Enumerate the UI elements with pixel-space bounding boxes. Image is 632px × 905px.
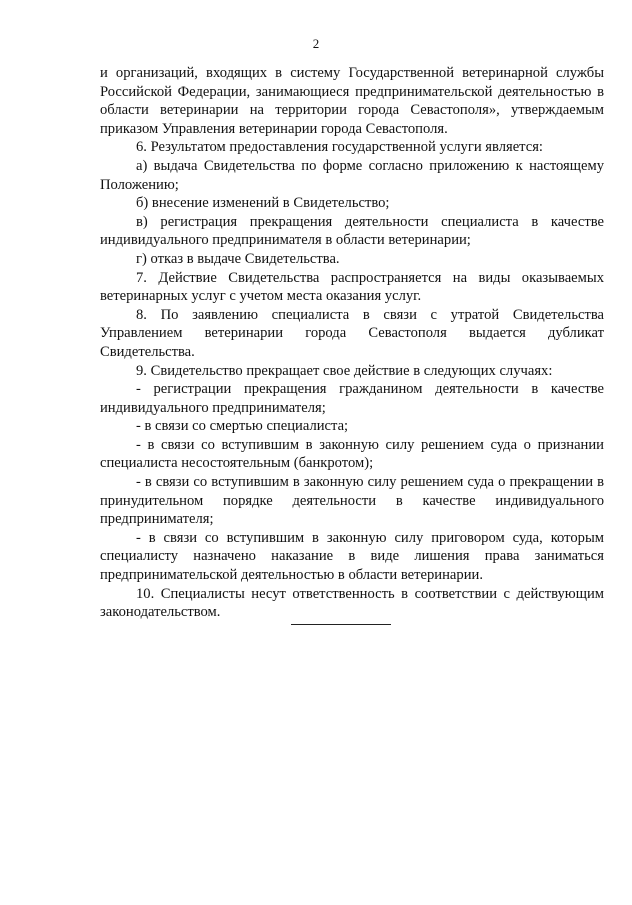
list-item-a: а) выдача Свидетельства по форме согласно приложению к настоящему Положению; (100, 157, 604, 193)
paragraph-item-10: 10. Специалисты несут ответственность в соответствии с действующим законодательством. (100, 585, 604, 621)
list-item-b: б) внесение изменений в Свидетельство; (136, 195, 390, 212)
list-item-v: в) регистрация прекращения деятельности специалиста в качестве индивидуального предпринимателя в области ветеринарии; (100, 213, 604, 249)
paragraph-continuation: и организаций, входящих в систему Государственной ветеринарной службы Российской Федерации, занимающиеся предпринимательской деятельностью в области ветеринарии на территории города Севастополя», утверждаемым приказом Управления ветеринарии города Севастополя. (100, 65, 604, 137)
paragraph-item-9: 9. Свидетельство прекращает свое действие в следующих случаях: (136, 362, 553, 379)
list-item-dash-3: - в связи со вступившим в законную силу решением суда о признании специалиста несостоятельным (банкротом); (100, 436, 604, 472)
list-item-dash-4: - в связи со вступившим в законную силу решением суда о прекращении в принудительном порядке деятельности в качестве индивидуального предпринимателя; (100, 474, 604, 528)
paragraph-item-7: 7. Действие Свидетельства распространяется на виды оказываемых ветеринарных услуг с учетом места оказания услуг. (100, 269, 604, 305)
list-item-dash-5: - в связи со вступившим в законную силу приговором суда, которым специалисту назначено наказание в виде лишения права заниматься предпринимательской деятельностью в области ветеринарии. (100, 529, 604, 584)
list-item-dash-2: - в связи со смертью специалиста; (136, 418, 349, 435)
document-body (100, 64, 604, 622)
page-number: 2 (312, 36, 320, 51)
end-separator-line (291, 624, 391, 625)
paragraph-item-6: 6. Результатом предоставления государственной услуги является: (136, 139, 543, 156)
paragraph-item-8: 8. По заявлению специалиста в связи с утратой Свидетельства Управлением ветеринарии города Севастополя выдается дубликат Свидетельства. (100, 306, 604, 360)
list-item-dash-1: - регистрации прекращения гражданином деятельности в качестве индивидуального предпринимателя; (100, 381, 604, 416)
list-item-g: г) отказ в выдаче Свидетельства. (136, 250, 340, 267)
